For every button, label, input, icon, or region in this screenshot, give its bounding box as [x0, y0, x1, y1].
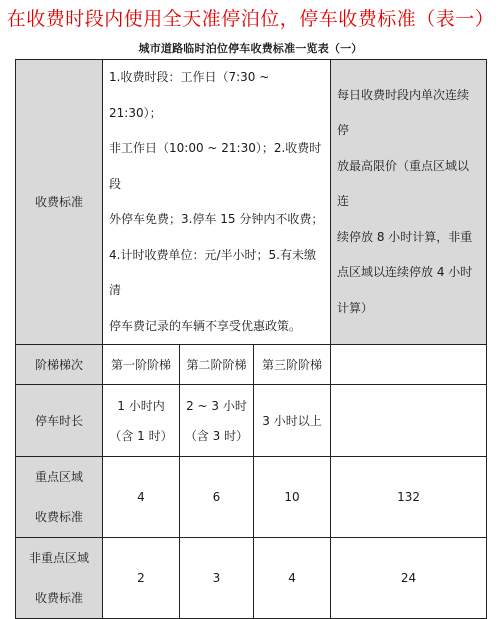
- key-area-tier1: 4: [103, 457, 180, 538]
- duration-tier1-line: 1 小时内: [117, 398, 165, 413]
- non-key-area-tier2: 3: [180, 538, 254, 619]
- duration-cap: [331, 385, 487, 457]
- standard-description-line: 停车费记录的车辆不享受优惠政策。: [109, 318, 302, 333]
- non-key-area-tier1: 2: [103, 538, 180, 619]
- key-area-label-line: 重点区域: [34, 470, 83, 484]
- duration-tier1-line: （含 1 时）: [109, 428, 173, 443]
- duration-tier1: [103, 385, 180, 457]
- daily-cap-line: 每日收费时段内单次连续停: [337, 87, 470, 138]
- cap-header: [331, 345, 487, 385]
- standard-description-line: 非工作日（10:00 ~ 21:30）；2.收费时段: [109, 141, 322, 191]
- tiers-row: [16, 345, 487, 385]
- standard-label: 收费标准: [16, 60, 103, 345]
- tier2-header: 第二阶阶梯: [180, 345, 254, 385]
- standard-description-line: 4.计时收费单位：元/半小时；5.有未缴清: [109, 247, 316, 297]
- non-key-area-label-line: 收费标准: [34, 591, 83, 605]
- duration-tier3: 3 小时以上: [254, 385, 331, 457]
- duration-tier2: [180, 385, 254, 457]
- duration-tier2-line: 2 ~ 3 小时: [186, 398, 247, 413]
- non-key-area-row: [16, 538, 487, 619]
- non-key-area-label: [16, 538, 103, 619]
- duration-tier2-line: （含 3 时）: [184, 428, 249, 443]
- standard-description: [103, 60, 331, 345]
- standard-description-line: 1.收费时段：工作日（7:30 ~ 21:30）；: [109, 70, 270, 120]
- key-area-tier3: 10: [254, 457, 331, 538]
- key-area-cap: 132: [331, 457, 487, 538]
- duration-row: [16, 385, 487, 457]
- daily-cap-line: 计算）: [337, 300, 374, 315]
- non-key-area-tier3: 4: [254, 538, 331, 619]
- key-area-label: [16, 457, 103, 538]
- key-area-label-line: 收费标准: [34, 510, 83, 524]
- daily-cap-line: 点区域以连续停放 4 小时: [337, 265, 473, 280]
- non-key-area-label-line: 非重点区域: [28, 551, 89, 565]
- key-area-row: [16, 457, 487, 538]
- non-key-area-cap: 24: [331, 538, 487, 619]
- daily-cap-description: [331, 60, 487, 345]
- daily-cap-line: 续停放 8 小时计算，非重: [337, 229, 473, 244]
- tiers-label: 阶梯梯次: [16, 345, 103, 385]
- page-title: 在收费时段内使用全天准停泊位，停车收费标准（表一）: [6, 8, 495, 30]
- tier3-header: 第三阶阶梯: [254, 345, 331, 385]
- key-area-tier2: 6: [180, 457, 254, 538]
- standard-description-line: 外停车免费；3.停车 15 分钟内不收费；: [109, 212, 324, 226]
- daily-cap-line: 放最高限价（重点区域以连: [337, 158, 470, 209]
- tier1-header: 第一阶阶梯: [103, 345, 180, 385]
- table-title: 城市道路临时泊位停车收费标准一览表（一）: [138, 42, 363, 55]
- duration-label: 停车时长: [16, 385, 103, 457]
- standard-row: [16, 60, 487, 345]
- parking-fee-table: [15, 59, 487, 619]
